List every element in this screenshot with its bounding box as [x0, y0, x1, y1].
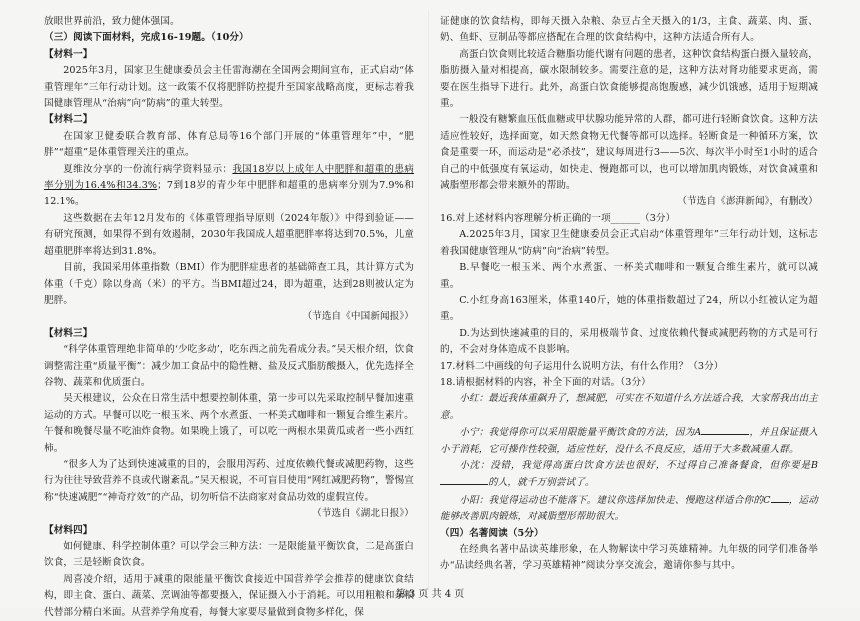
material-three-para-b: 吴天根建议，公众在日常生活中想要控制体重，第一步可以先采取控制早餐加速重运动的方式。早餐可以吃一根玉米、两个水煮蛋、一杯美式咖啡和一颗复合维生素片。午餐和晚餐尽量不吃油炸食物。如果晚上饿了，可以吃一两根水果黄瓜或者一些小西红柿。 [44, 393, 414, 454]
left-column [44, 14, 414, 621]
material-four-heading: 【材料四】 [44, 524, 93, 536]
intro-line: 放眼世界前沿，致力健体强国。 [44, 16, 180, 27]
option-c: C.小红身高163厘米，体重140斤，她的体重指数超过了24，所以小红被认定为超重。 [440, 294, 818, 323]
dialogue-xiaoshen-tail: 的人，就千万别尝试了。 [488, 477, 595, 489]
question-16: 16.对上述材料内容理解分析正确的一项______（3分） [440, 212, 676, 224]
material-three-para-a: “科学体重管理绝非简单的‘少吃多动’，吃东西之前先看成分表。”吴天根介绍，饮食调整需注重“质量平衡”：减少加工食品中的隐性糖、盐及反式脂肪酸摄入，优先选择全谷物、蔬菜和优质蛋白。 [44, 344, 414, 388]
material-two-para-a: 在国家卫健委联合教育部、体育总局等16个部门开展的“体重管理年”中，“肥胖”“超重”是体重管理关注的重点。 [44, 130, 414, 159]
dialogue-xiaoshen-lead: 小沈：没错，我觉得高蛋白饮食方法也很好，不过得自己准备餐食，但你要是B [459, 459, 818, 471]
material-two-source: （节选自《中国新闻报》） [302, 311, 414, 323]
material-four-para-d: 一般没有糖繁血压低血糖或甲状腺功能异常的人群，都可进行轻断食饮食。这种方法适应性较好，选择面宽，如天然食物无代餐等都可以选择。轻断食是一种循环方案，饮食是重要一环，而运动是“必杀技”，建议每周进行3——5次、每次半小时至1小时的适合自己的中低强度有氧运动，如快走、慢跑都可以，也可以增加肌肉锻炼，对饮食减重和减脂塑形都会带来额外的帮助。 [440, 114, 818, 192]
material-two-para-b-lead: 夏维汝分享的一份流行病学资料显示： [63, 163, 233, 175]
dialogue-xiaoyang-lead: 小阳：我觉得运动也不能落下。建议你选择加快走、慢跑这样适合你的C [459, 494, 771, 506]
material-four-source: （节选自《澎湃新闻》，有删改） [677, 196, 818, 208]
section-four-text: 在经典名著中品读英雄形象，在人物解读中学习英雄精神。九年级的同学们准备举办“品读经典名著，学习英雄精神”阅读分享交流会，邀请你参与其中。 [440, 544, 818, 572]
material-two-heading: 【材料二】 [44, 114, 93, 126]
material-two-para-b-tail: ；7到18岁的青少年中肥胖和超重的患病率分别为7.9%和12.1%。 [44, 180, 414, 208]
page-footer: 第 3 页 共 4 页 [395, 589, 465, 600]
dialogue-xiaohong: 小红：最近我体重飙升了，想减肥，可实在不知道什么方法适合我，大家帮我出出主意。 [440, 393, 818, 421]
material-four-para-c: 高蛋白饮食则比较适合糖脂功能代谢有问题的患者，这种饮食结构蛋白摄入量较高，脂肪摄入量对相提高，碳水限制较多。需要注意的是，这种方法对肾功能要求更高，需要在医生指导下进行。此外，高蛋白饮食能够提高饱腹感，减少饥饿感，适用于短期减重。 [440, 48, 818, 110]
underlined-sentence: 我国18岁以上成年人中肥胖和超重的患病率分别为16.4%和34.3% [44, 163, 414, 192]
blank-a[interactable] [701, 424, 749, 435]
dialogue-xiaoyang [440, 492, 818, 526]
material-four-para-a: 如何健康、科学控制体重？可以学会三种方法：一是限能量平衡饮食，二是高蛋白饮食，三是轻断食饮食。 [44, 541, 414, 569]
column-divider [428, 10, 429, 590]
material-three-heading: 【材料三】 [44, 327, 93, 339]
material-four-continued: 证健康的饮食结构，即每天摄入杂粮、杂豆占全天摄入的1/3，主食、蔬菜、肉、蛋、奶、鱼虾、豆制品等都应搭配在合理的饮食结构中，这种方法适合所有人。 [440, 16, 818, 44]
dialogue-xiaoyang-tail: ，运动能够改善肌肉锻炼，对减脂塑形帮助很大。 [440, 494, 818, 523]
material-three-para-c: “很多人为了达到快速减重的目的，会服用泻药、过度依赖代餐或减肥药物，这些行为往往导致营养不良或代谢紊乱。”吴天根说，不可盲目使用“网红减肥药物”，警惕宣称“快速减肥”“神奇疗效”的产品，切勿听信不法商家对食品功效的虚假宣传。 [44, 458, 414, 503]
material-one-heading: 【材料一】 [44, 48, 93, 60]
right-column [440, 14, 818, 575]
blank-c[interactable] [771, 492, 789, 503]
section-three-heading: （三）阅读下面材料，完成16-19题。（10分） [44, 32, 249, 44]
dialogue-xiaoning [440, 424, 818, 458]
option-b: B.早餐吃一根玉米、两个水煮蛋、一杯美式咖啡和一颗复合维生素片，就可以减重。 [440, 262, 818, 290]
dialogue-xiaoning-lead: 小宁：我觉得你可以采用限能量平衡饮食的方法，因为A [459, 427, 702, 439]
option-d: D.为达到快速减重的目的，采用极端节食、过度依赖代餐或减肥药物的方式是可行的，不会对身体造成不良影响。 [440, 327, 818, 356]
blank-b[interactable] [440, 474, 488, 485]
dialogue-xiaoning-tail: ，并且保证摄入小于消耗，它可操作性较强，适应性好，没什么不良反应，适用于大多数减重人群。 [440, 427, 818, 455]
option-a: A.2025年3月，国家卫生健康委员会正式启动“体重管理年”三年行动计划，这标志着我国健康管理从“防病”向“治病”转型。 [440, 229, 818, 257]
question-18: 18.请根据材料的内容，补全下面的对话。（3分） [440, 376, 651, 388]
material-two-para-b [44, 162, 414, 211]
material-four-para-b: 周喜凌介绍，适用于减重的限能量平衡饮食接近中国营养学会推荐的健康饮食结构，即主食、蛋白、蔬菜、烹调油等都要摄入，保证摄入小于消耗。可以用粗粮和杂粮代替部分精白米面。从营养学角度看，每餐大家要尽量做到食物多样化，保 [44, 573, 414, 618]
material-three-source: （节选自《湖北日报》） [312, 508, 414, 520]
material-one-text: 2025年3月，国家卫生健康委员会主任雷海潮在全国两会期间宣布，正式启动“体重管理年”三年行动计划。这一政策不仅将肥胖防控提升至国家战略高度，更标志着我国健康管理从“治病”向“防病”的重大转型。 [44, 65, 414, 110]
material-two-para-d: 目前，我国采用体重指数（BMI）作为肥胖症患者的基础筛查工具，其计算方式为体重（千克）除以身高（米）的平方。当BMI超过24，即为超重，达到28则被认定为肥胖。 [44, 262, 414, 306]
material-two-para-c: 这些数据在去年12月发布的《体重管理指导原则（2024年版）》中得到验证——有研究预测，如果得不到有效遏制，2030年我国成人超重肥胖率将达到70.5%，儿童超重肥胖率将达到31.8%。 [44, 212, 414, 257]
dialogue-xiaoshen [440, 458, 818, 492]
question-17: 17.材料二中画线的句子运用什么说明方法，有什么作用？（3分） [440, 360, 724, 372]
section-four-heading: （四）名著阅读（5分） [440, 527, 544, 539]
